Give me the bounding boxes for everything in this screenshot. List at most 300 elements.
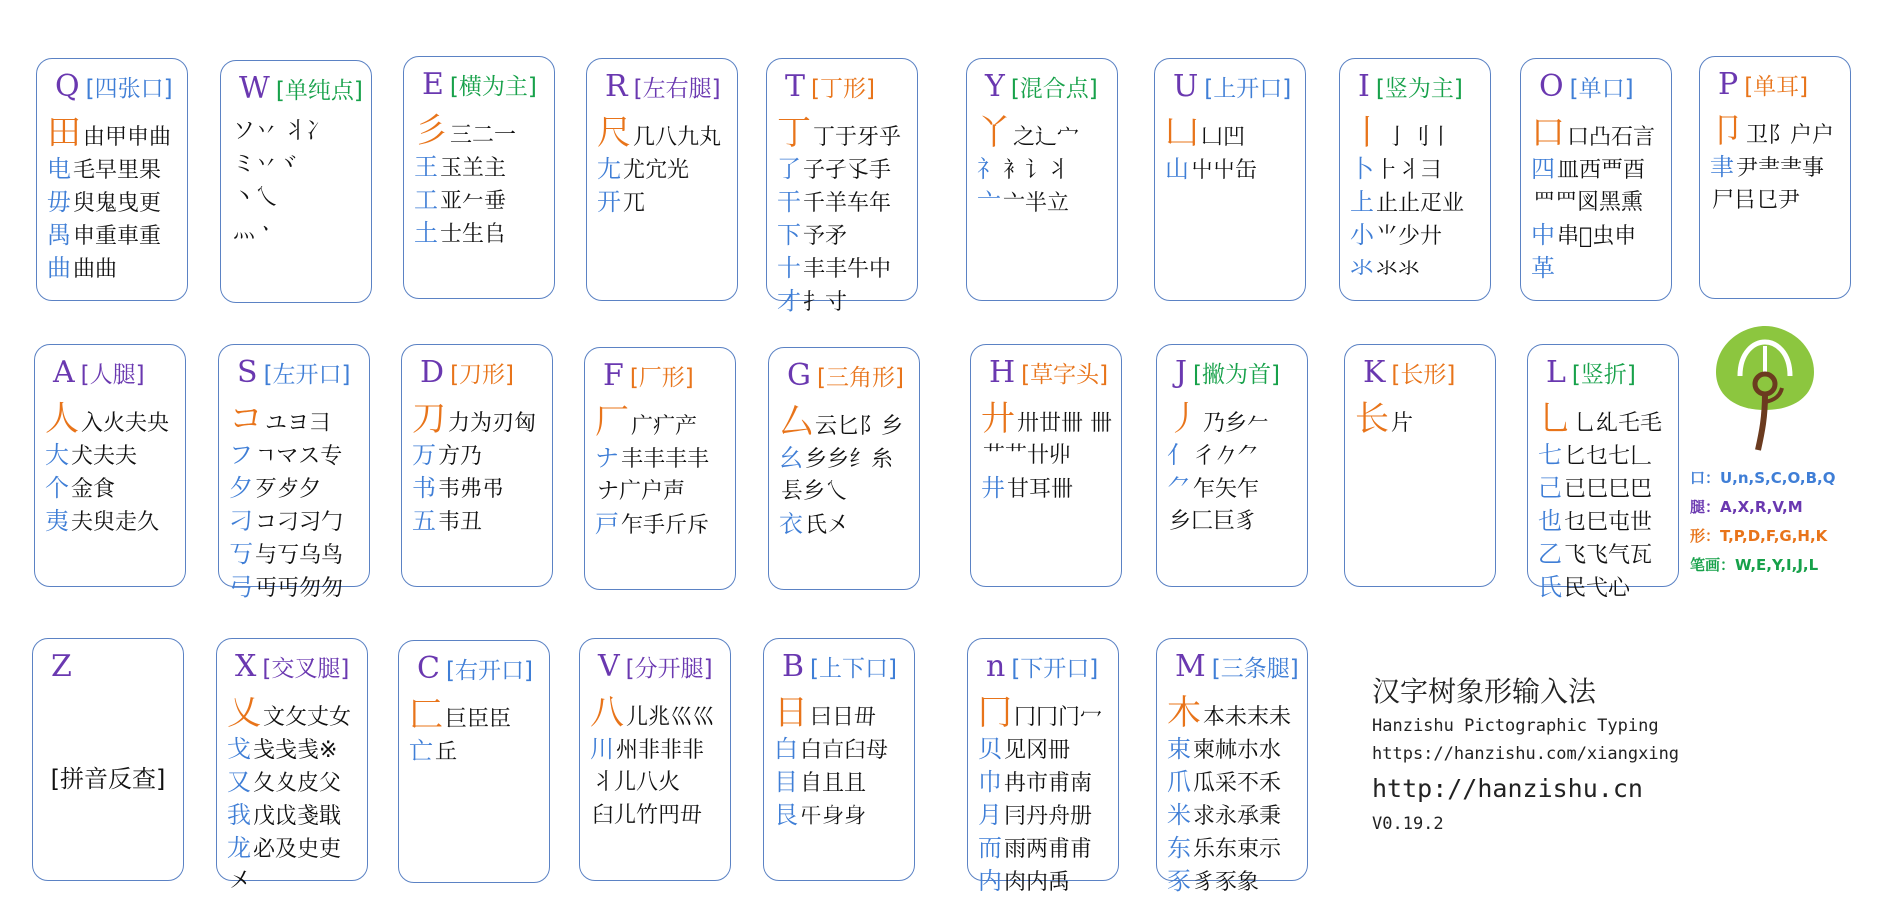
radical-row (229, 439, 363, 472)
key-b[interactable] (763, 638, 915, 881)
key-letter: U (1173, 69, 1199, 104)
key-g[interactable] (768, 347, 920, 590)
key-header (51, 649, 72, 684)
legend-mouth: 口：U,n,S,C,O,B,Q (1690, 469, 1836, 487)
key-header (986, 649, 1098, 684)
key-category: [刀形] (450, 362, 515, 388)
key-category: [上下口] (810, 656, 897, 682)
radical-row (1167, 472, 1301, 505)
tree-logo-icon (1710, 322, 1820, 452)
brand-url-big[interactable]: http://hanzishu.cn (1372, 774, 1643, 803)
radical-variants: 瓜采不禾 (1193, 771, 1282, 796)
key-category: [三条腿] (1211, 656, 1299, 682)
radical-row (1538, 439, 1672, 472)
key-category: [竖折] (1571, 362, 1636, 388)
radical-variants: 入火夫央 (81, 411, 170, 436)
root-radical: 丂 (229, 540, 253, 568)
key-radical-list (231, 115, 365, 247)
root-radical: 又 (227, 768, 251, 796)
key-m[interactable] (1156, 638, 1308, 895)
root-radical: 爪 (1167, 768, 1191, 796)
radical-row (231, 214, 365, 247)
radical-row (1531, 186, 1665, 219)
radical-row (978, 832, 1112, 865)
key-radical-list (1350, 113, 1484, 285)
key-header (1546, 355, 1636, 390)
key-radical-list (779, 402, 913, 541)
key-header (1175, 649, 1299, 684)
key-radical-list (981, 399, 1115, 505)
radical-variants: 卅丗卌 卌 (1017, 411, 1112, 436)
root-radical: 电 (47, 155, 71, 183)
radical-variants: 雨两甫甫 (1004, 837, 1093, 862)
brand-url-small[interactable]: https://hanzishu.com/xiangxing (1372, 744, 1680, 764)
radical-variants: 韦弗弔 (438, 477, 505, 502)
key-category: [草字头] (1021, 362, 1109, 388)
radical-row (229, 538, 363, 571)
radical-row (1350, 252, 1484, 285)
key-radical-list (977, 113, 1111, 219)
key-category: [撇为首] (1193, 362, 1280, 388)
key-letter: V (598, 649, 620, 684)
key-q[interactable] (36, 58, 188, 301)
key-c[interactable] (398, 640, 550, 883)
key-radical-list (409, 695, 543, 768)
root-radical: 尢 (597, 155, 621, 183)
radical-row (1167, 505, 1301, 538)
root-radical: 乙 (1538, 540, 1562, 568)
root-radical: 弓 (229, 573, 253, 601)
key-u[interactable] (1154, 58, 1306, 301)
brand-version: V0.19.2 (1372, 814, 1444, 834)
key-letter: J (1175, 355, 1188, 390)
root-radical: 大 (45, 441, 69, 469)
root-radical: 了 (777, 155, 801, 183)
radical-variants: 本未末未 (1203, 705, 1292, 730)
root-radical: コ (229, 399, 263, 439)
radical-row (227, 865, 361, 898)
root-radical: 刀 (412, 399, 446, 439)
root-radical: 小 (1350, 221, 1374, 249)
key-radical-list (1165, 113, 1299, 186)
root-radical: 聿 (1710, 153, 1734, 181)
root-radical: 月 (978, 801, 1002, 829)
radical-variants: 巨臣臣 (445, 707, 512, 732)
radical-row (1167, 865, 1301, 898)
radical-row (47, 252, 181, 285)
key-letter: X (235, 649, 257, 684)
radical-variants: ㄱマス专 (255, 444, 343, 469)
key-r[interactable] (586, 58, 738, 301)
radical-variants: 丶乀 (233, 185, 278, 210)
key-radical-list (1167, 693, 1301, 898)
key-radical-list (597, 113, 731, 219)
root-radical: ⺈ (1167, 474, 1191, 502)
root-radical: 氏 (1538, 573, 1562, 601)
root-radical: 工 (414, 186, 438, 214)
key-radical-list (229, 399, 363, 604)
root-radical: 田 (47, 113, 81, 153)
root-radical: 龙 (227, 834, 251, 862)
radical-variants: 皿西覀酉 (1557, 158, 1646, 183)
key-l[interactable] (1527, 344, 1679, 601)
radical-variants: 曰日毌 (810, 705, 877, 730)
radical-variants: 已巳巳巴 (1564, 477, 1653, 502)
key-a[interactable] (34, 344, 186, 587)
radical-row (978, 693, 1112, 733)
root-radical: 凵 (1165, 113, 1199, 153)
radical-variants: 曲曲 (73, 257, 118, 282)
radical-row (1538, 571, 1672, 604)
key-category: [左开口] (263, 362, 351, 388)
radical-row (1350, 113, 1484, 153)
key-letter: O (1539, 69, 1564, 104)
radical-row (774, 799, 908, 832)
radical-variants: 艹艹卄丱 (983, 443, 1072, 468)
key-letter: F (603, 358, 624, 393)
radical-row (1538, 399, 1672, 439)
key-radical-list (978, 693, 1112, 898)
key-letter: Z (51, 649, 72, 684)
radical-variants: 氏㐅 (805, 513, 850, 538)
root-radical: 乂 (227, 693, 261, 733)
root-radical: 四 (1531, 155, 1555, 183)
radical-row (412, 439, 546, 472)
radical-variants: 韦丑 (438, 510, 483, 535)
key-category: [左右腿] (633, 76, 721, 102)
radical-row (1538, 538, 1672, 571)
key-header (237, 355, 351, 390)
radical-variants: 扌寸 (803, 290, 848, 315)
radical-variants: 串𠀉虫申 (1557, 224, 1637, 249)
radical-variants: 丁于牙乎 (813, 125, 902, 150)
key-letter: C (417, 651, 440, 686)
radical-variants: 申重車重 (73, 224, 162, 249)
radical-row (1710, 151, 1844, 184)
radical-row (414, 184, 548, 217)
radical-variants: 必及史吏 (253, 837, 342, 862)
radical-row (414, 217, 548, 250)
root-radical: 下 (777, 221, 801, 249)
key-i[interactable] (1339, 58, 1491, 301)
root-radical: 乚 (1538, 399, 1572, 439)
root-radical: 中 (1531, 221, 1555, 249)
key-category: [长形] (1391, 362, 1456, 388)
radical-row (412, 472, 546, 505)
key-radical-list (777, 113, 911, 318)
radical-variants: 丏丏勿勿 (255, 576, 344, 601)
radical-row (229, 472, 363, 505)
root-radical: 山 (1165, 155, 1189, 183)
radical-variants: ⺌少廾 (1376, 224, 1443, 249)
radical-variants: 屮屮缶 (1191, 158, 1258, 183)
radical-variants: 冂冂门冖 (1014, 705, 1103, 730)
root-radical: 戈 (227, 735, 251, 763)
radical-variants: 乜巳屯世 (1564, 510, 1653, 535)
root-radical: 冂 (978, 693, 1012, 733)
radical-row (409, 695, 543, 735)
key-letter: S (237, 355, 258, 390)
key-category: [下开口] (1011, 656, 1099, 682)
root-radical: 亡 (409, 737, 433, 765)
key-header (605, 69, 721, 104)
legend-shapes: 形：T,P,D,F,G,H,K (1690, 527, 1828, 545)
key-radical-list (774, 693, 908, 832)
radical-variants: 乡匚巨豸 (1169, 509, 1258, 534)
key-radical-list (45, 399, 179, 538)
radical-variants: 夂夊皮父 (253, 771, 342, 796)
radical-row (777, 186, 911, 219)
key-letter: L (1546, 355, 1566, 390)
radical-row (977, 113, 1111, 153)
root-radical: 内 (978, 867, 1002, 895)
radical-row (777, 252, 911, 285)
radical-variants: 方乃 (438, 444, 483, 469)
radical-row (777, 113, 911, 153)
radical-row (47, 186, 181, 219)
radical-row (774, 693, 908, 733)
key-category: [厂形] (629, 365, 694, 391)
radical-variants: 千羊车年 (803, 191, 892, 216)
radical-row (978, 733, 1112, 766)
brand-block (1372, 672, 1679, 838)
key-radical-list (47, 113, 181, 285)
key-letter: W (239, 71, 270, 106)
radical-row (227, 733, 361, 766)
root-radical: 匚 (409, 695, 443, 735)
key-header (603, 358, 694, 393)
radical-variants: ナ广户声 (597, 479, 686, 504)
key-letter: A (53, 355, 75, 390)
radical-variants: 三二一 (450, 123, 517, 148)
key-letter: G (787, 358, 811, 393)
key-v[interactable] (579, 638, 731, 881)
key-e[interactable] (403, 56, 555, 299)
key-j[interactable] (1156, 344, 1308, 587)
legend-strokes: 笔画：W,E,Y,I,J,L (1690, 556, 1819, 574)
key-letter: I (1358, 69, 1370, 104)
key-radical-list (414, 111, 548, 250)
key-category: [三角形] (816, 365, 904, 391)
key-header (787, 358, 904, 393)
radical-variants: 乍手斤斥 (621, 513, 710, 538)
key-header (55, 69, 173, 104)
radical-row (779, 508, 913, 541)
radical-row (774, 733, 908, 766)
radical-row (47, 113, 181, 153)
root-radical: 五 (412, 507, 436, 535)
radical-row (414, 111, 548, 151)
radical-row (777, 153, 911, 186)
root-radical: 毋 (47, 188, 71, 216)
radical-variants: 求永承秉 (1193, 804, 1282, 829)
root-radical: 贝 (978, 735, 1002, 763)
radical-row (1350, 219, 1484, 252)
key-radical-list (590, 693, 724, 832)
root-radical: 米 (1167, 801, 1191, 829)
radical-variants: 罒罒図黑熏 (1533, 190, 1644, 215)
key-header (785, 69, 875, 104)
radical-variants: 丰丰牛中 (803, 257, 892, 282)
key-letter: K (1363, 355, 1386, 390)
radical-row (1167, 693, 1301, 733)
radical-row (231, 181, 365, 214)
radical-variants: 云匕阝乡 (815, 414, 904, 439)
key-category: [人腿] (80, 362, 145, 388)
root-radical: 卜 (1350, 155, 1374, 183)
radical-row (590, 693, 724, 733)
root-radical: 丿 (1167, 399, 1201, 439)
radical-row (1165, 113, 1299, 153)
key-header (989, 355, 1108, 390)
radical-row (1350, 153, 1484, 186)
radical-row (590, 799, 724, 832)
root-radical: 丨 (1350, 113, 1384, 153)
key-letter: R (605, 69, 628, 104)
key-radical-list (1355, 399, 1489, 439)
key-letter: M (1175, 649, 1206, 684)
radical-row (1531, 219, 1665, 252)
radical-variants: 止止疋业 (1376, 191, 1465, 216)
radical-variants: 自且且 (800, 771, 867, 796)
root-radical: 目 (774, 768, 798, 796)
key-f[interactable] (584, 347, 736, 590)
key-letter: n (986, 649, 1006, 684)
key-y[interactable] (966, 58, 1118, 301)
radical-row (1710, 184, 1844, 217)
radical-variants: 尤宂光 (623, 158, 690, 183)
radical-row (779, 475, 913, 508)
radical-row (1167, 439, 1301, 472)
radical-variants: 尹⺻⺻事 (1736, 156, 1825, 181)
radical-variants: 丬儿八火 (592, 770, 681, 795)
radical-row (1710, 111, 1844, 151)
key-k[interactable] (1344, 344, 1496, 587)
radical-variants: 冉市甫南 (1004, 771, 1093, 796)
radical-variants: 州非非非 (616, 738, 705, 763)
root-radical: 七 (1538, 441, 1562, 469)
radical-row (590, 733, 724, 766)
radical-variants: 卫阝户户 (1746, 123, 1835, 148)
key-p[interactable] (1699, 56, 1851, 299)
radical-row (1167, 399, 1301, 439)
key-z[interactable] (32, 638, 184, 881)
radical-row (595, 475, 729, 508)
radical-row (779, 442, 913, 475)
radical-row (595, 402, 729, 442)
root-radical: 十 (777, 254, 801, 282)
root-radical: 口 (1531, 113, 1565, 153)
key-s[interactable] (218, 344, 370, 601)
root-radical: 土 (414, 219, 438, 247)
radical-row (981, 439, 1115, 472)
radical-row (590, 766, 724, 799)
radical-variants: 亠半立 (1003, 191, 1070, 216)
radical-row (1538, 505, 1672, 538)
radical-row (409, 735, 543, 768)
radical-variants: 乚乣乇毛 (1574, 411, 1663, 436)
radical-row (45, 399, 179, 439)
radical-row (779, 402, 913, 442)
radical-row (47, 153, 181, 186)
root-radical: 幺 (779, 444, 803, 472)
root-radical: 木 (1167, 693, 1201, 733)
key-w[interactable] (220, 60, 372, 303)
radical-variants: 衤讠丬 (1003, 158, 1070, 183)
key-header (1358, 69, 1463, 104)
key-category: [上开口] (1204, 76, 1292, 102)
radical-variants: 戊戉戔戢 (253, 804, 342, 829)
root-radical: 亻 (1167, 441, 1191, 469)
key-letter: T (785, 69, 806, 104)
radical-variants: 夫臾走久 (71, 510, 160, 535)
key-header (598, 649, 713, 684)
key-d[interactable] (401, 344, 553, 587)
brand-title-en: Hanzishu Pictographic Typing (1372, 716, 1659, 736)
radical-row (1538, 472, 1672, 505)
radical-row (1167, 799, 1301, 832)
radical-variants: 兀 (623, 191, 646, 216)
radical-variants: 灬ㆍ (233, 218, 277, 243)
root-radical: 白 (774, 735, 798, 763)
radical-row (977, 153, 1111, 186)
key-n[interactable] (967, 638, 1119, 895)
key-h[interactable] (970, 344, 1122, 587)
key-header (1539, 69, 1634, 104)
root-radical: フ (229, 441, 253, 469)
root-radical: 刁 (229, 507, 253, 535)
key-header (985, 69, 1098, 104)
key-o[interactable] (1520, 58, 1672, 301)
radical-row (597, 186, 731, 219)
root-radical: 干 (777, 188, 801, 216)
radical-row (774, 766, 908, 799)
root-radical: 八 (590, 693, 624, 733)
radical-row (1350, 186, 1484, 219)
radical-row (229, 571, 363, 604)
radical-variants: 乐东束示 (1193, 837, 1282, 862)
radical-row (597, 113, 731, 153)
key-x[interactable] (216, 638, 368, 894)
radical-variants: 白𣅀臼母 (800, 738, 889, 763)
brand-title-cn: 汉字树象形输入法 (1372, 675, 1597, 708)
radical-row (412, 505, 546, 538)
key-category: [交叉腿] (262, 656, 350, 682)
radical-row (1165, 153, 1299, 186)
radical-variants: 亚𠂉垂 (440, 189, 507, 214)
radical-row (227, 693, 361, 733)
key-header (1173, 69, 1291, 104)
radical-row (1531, 153, 1665, 186)
radical-variants: 玉𦍌主 (440, 156, 507, 181)
root-radical: 己 (1538, 474, 1562, 502)
key-radical-list (227, 693, 361, 898)
root-radical: 夷 (45, 507, 69, 535)
key-category: [单纯点] (275, 78, 363, 104)
radical-variants: 乍矢乍 (1193, 477, 1260, 502)
root-radical: 我 (227, 801, 251, 829)
key-radical-list (1531, 113, 1665, 285)
root-radical: 丫 (977, 113, 1011, 153)
radical-row (597, 153, 731, 186)
key-letter: H (989, 355, 1016, 390)
radical-variants: 士生𠂤 (440, 222, 507, 247)
key-letter: P (1718, 67, 1739, 102)
key-t[interactable] (766, 58, 918, 315)
radical-variants: 予矛 (803, 224, 848, 249)
radical-row (981, 472, 1115, 505)
key-radical-list (1167, 399, 1301, 538)
